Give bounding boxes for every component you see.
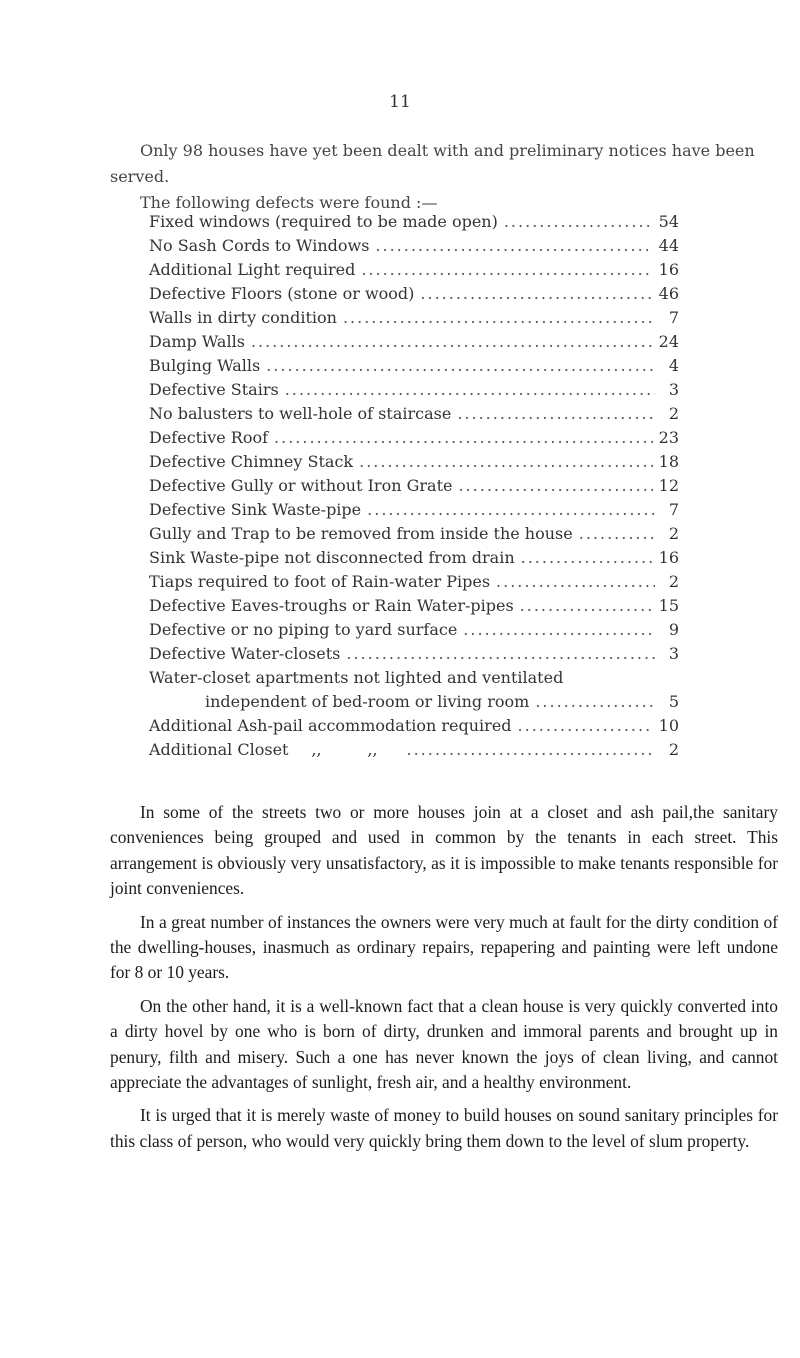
defect-row-continuation bbox=[149, 692, 679, 716]
defect-count: 2 bbox=[668, 740, 679, 759]
defect-label: Defective Water-closets bbox=[149, 644, 341, 663]
defect-row bbox=[149, 380, 679, 404]
defect-label: No Sash Cords to Windows bbox=[149, 236, 370, 255]
intro-section bbox=[110, 138, 775, 216]
dot-leader bbox=[458, 476, 652, 495]
dot-leader bbox=[361, 260, 652, 279]
defect-count: 7 bbox=[668, 500, 679, 519]
defect-count: 18 bbox=[658, 452, 679, 471]
defect-row bbox=[149, 452, 679, 476]
defect-row bbox=[149, 332, 679, 356]
defect-row bbox=[149, 572, 679, 596]
defect-count: 44 bbox=[658, 236, 679, 255]
defects-list bbox=[149, 212, 679, 764]
defect-row bbox=[149, 740, 679, 764]
defect-count: 4 bbox=[668, 356, 679, 375]
defect-count: 15 bbox=[658, 596, 679, 615]
defect-count: 7 bbox=[668, 308, 679, 327]
defect-row bbox=[149, 284, 679, 308]
defect-label: Fixed windows (required to be made open) bbox=[149, 212, 498, 231]
defect-row bbox=[149, 620, 679, 644]
body-paragraph: In a great number of instances the owners were very much at fault for the dirty condition of the dwelling-houses, inasmuch as ordinary repairs, repapering and painting were left undone for 8 or 10 years. bbox=[110, 911, 778, 983]
defect-label: Defective Eaves-troughs or Rain Water-pipes bbox=[149, 596, 514, 615]
dot-leader bbox=[457, 404, 655, 423]
defect-label: Defective Gully or without Iron Grate bbox=[149, 476, 453, 495]
defect-count: 5 bbox=[668, 692, 679, 711]
dot-leader bbox=[463, 620, 655, 639]
body-text bbox=[110, 800, 778, 1162]
dot-leader bbox=[520, 596, 653, 615]
defect-label: Defective Sink Waste-pipe bbox=[149, 500, 362, 519]
dot-leader bbox=[343, 308, 655, 327]
dot-leader bbox=[521, 548, 653, 567]
body-paragraph: It is urged that it is merely waste of money to build houses on sound sanitary principles for this class of person, who would very quickly bring them down to the level of slum property. bbox=[110, 1105, 778, 1151]
page-number: 11 bbox=[389, 92, 411, 112]
defect-label: Tiaps required to foot of Rain-water Pipes bbox=[149, 572, 491, 591]
defect-count: 3 bbox=[668, 644, 679, 663]
defect-row bbox=[149, 644, 679, 668]
intro-lead-in: The following defects were found :— bbox=[140, 193, 438, 212]
defect-label: Defective Roof bbox=[149, 428, 269, 447]
defect-count: 3 bbox=[668, 380, 679, 399]
intro-paragraph: Only 98 houses have yet been dealt with and preliminary notices have been served. bbox=[110, 141, 755, 186]
defect-label: Water-closet apartments not lighted and ventilated bbox=[149, 668, 564, 687]
defect-count: 12 bbox=[658, 476, 679, 495]
defect-label: Additional Ash-pail accommodation required bbox=[149, 716, 512, 735]
defect-label: Defective or no piping to yard surface bbox=[149, 620, 458, 639]
ditto-mark: ,, bbox=[311, 740, 322, 759]
defect-label: Walls in dirty condition bbox=[149, 308, 337, 327]
defect-label: Defective Stairs bbox=[149, 380, 279, 399]
defect-label: independent of bed-room or living room bbox=[205, 692, 530, 711]
defect-row bbox=[149, 524, 679, 548]
defect-label: Sink Waste-pipe not disconnected from drain bbox=[149, 548, 515, 567]
defect-row bbox=[149, 212, 679, 236]
defect-label: No balusters to well-hole of staircase bbox=[149, 404, 452, 423]
dot-leader bbox=[504, 212, 653, 231]
body-paragraph: On the other hand, it is a well-known fact that a clean house is very quickly converted into a dirty hovel by one who is born of dirty, drunken and immoral parents and brought up in penury, filth and misery. Such a one has never known the joys of clean living, and cannot appreciate the advantages of sunlight, fresh air, and a healthy environment. bbox=[110, 995, 778, 1093]
defect-label: Additional Closet bbox=[149, 740, 289, 759]
defect-count: 2 bbox=[668, 524, 679, 543]
dot-leader bbox=[420, 284, 652, 303]
defect-count: 2 bbox=[668, 404, 679, 423]
dot-leader bbox=[359, 452, 653, 471]
defect-count: 23 bbox=[658, 428, 679, 447]
defect-label: Damp Walls bbox=[149, 332, 245, 351]
defect-label: Additional Light required bbox=[149, 260, 356, 279]
dot-leader bbox=[367, 500, 655, 519]
dot-leader bbox=[266, 356, 655, 375]
dot-leader bbox=[518, 716, 653, 735]
defect-label: Defective Chimney Stack bbox=[149, 452, 354, 471]
defect-row bbox=[149, 404, 679, 428]
defect-row bbox=[149, 308, 679, 332]
dot-leader bbox=[285, 380, 655, 399]
defect-label: Bulging Walls bbox=[149, 356, 261, 375]
dot-leader bbox=[579, 524, 655, 543]
defect-row bbox=[149, 356, 679, 380]
defect-count: 2 bbox=[668, 572, 679, 591]
defect-count: 16 bbox=[658, 260, 679, 279]
defect-row bbox=[149, 476, 679, 500]
defect-count: 54 bbox=[658, 212, 679, 231]
ditto-mark: ,, bbox=[367, 740, 378, 759]
dot-leader bbox=[535, 692, 655, 711]
defect-row bbox=[149, 716, 679, 740]
defect-row-first-line bbox=[149, 668, 679, 692]
dot-leader bbox=[496, 572, 655, 591]
defect-count: 24 bbox=[658, 332, 679, 351]
dot-leader bbox=[375, 236, 652, 255]
defect-count: 10 bbox=[658, 716, 679, 735]
defect-row bbox=[149, 596, 679, 620]
defect-label: Defective Floors (stone or wood) bbox=[149, 284, 415, 303]
dot-leader bbox=[274, 428, 653, 447]
defect-row bbox=[149, 236, 679, 260]
defect-row bbox=[149, 260, 679, 284]
defect-label: Gully and Trap to be removed from inside the house bbox=[149, 524, 573, 543]
defect-count: 16 bbox=[658, 548, 679, 567]
dot-leader bbox=[406, 740, 655, 759]
defect-row bbox=[149, 548, 679, 572]
dot-leader bbox=[251, 332, 653, 351]
defect-count: 9 bbox=[668, 620, 679, 639]
defect-row bbox=[149, 500, 679, 524]
body-paragraph: In some of the streets two or more houses join at a closet and ash pail,the sanitary conveniences being grouped and used in common by the tenants in each street. This arrangement is obviously very unsatisfactory, as it is impossible to make tenants responsible for joint conveniences. bbox=[110, 802, 778, 899]
defect-count: 46 bbox=[658, 284, 679, 303]
dot-leader bbox=[346, 644, 655, 663]
defect-row bbox=[149, 428, 679, 452]
